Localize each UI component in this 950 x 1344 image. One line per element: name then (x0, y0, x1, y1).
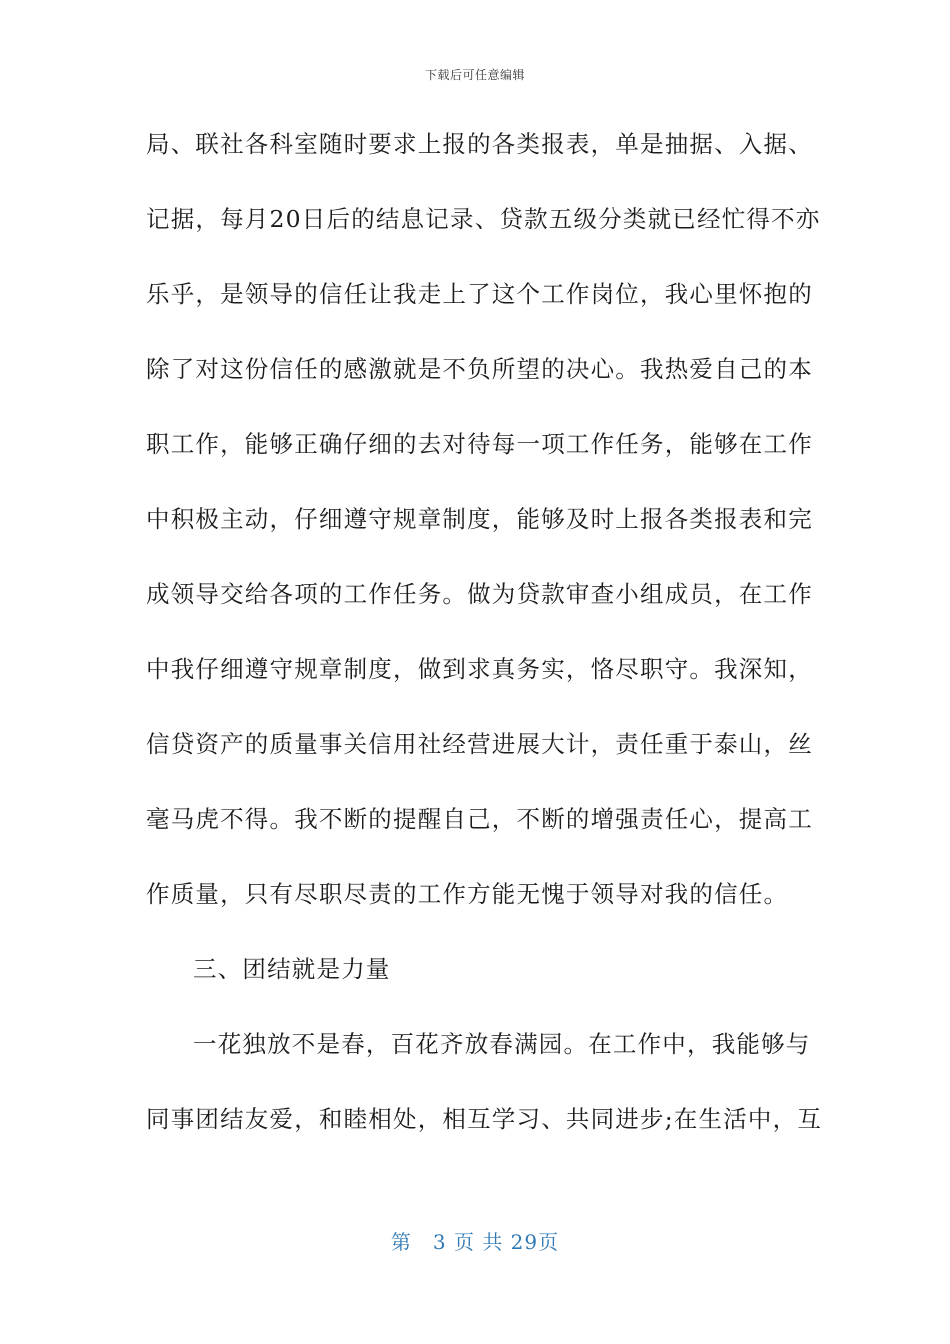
text-line: 职工作，能够正确仔细的去对待每一项工作任务，能够在工作 (146, 430, 813, 458)
text-line: 成领导交给各项的工作任务。做为贷款审查小组成员，在工作 (146, 580, 813, 608)
paragraph-start: 一花独放不是春，百花齐放春满园。在工作中，我能够与 (193, 1030, 811, 1058)
text-line: 记据，每月20日后的结息记录、贷款五级分类就已经忙得不亦 (146, 205, 821, 233)
page-header: 下载后可任意编辑 (424, 68, 525, 82)
text-line: 中我仔细遵守规章制度，做到求真务实，恪尽职守。我深知， (146, 655, 813, 683)
text-line: 毫马虎不得。我不断的提醒自己，不断的增强责任心，提高工 (146, 805, 813, 833)
section-heading: 三、团结就是力量 (193, 955, 391, 983)
text-line: 除了对这份信任的感激就是不负所望的决心。我热爱自己的本 (146, 355, 813, 383)
text-line: 信贷资产的质量事关信用社经营进展大计，责任重于泰山，丝 (146, 730, 813, 758)
text-line: 局、联社各科室随时要求上报的各类报表，单是抽据、入据、 (146, 130, 813, 158)
document-body (146, 123, 823, 1173)
text-line: 同事团结友爱，和睦相处，相互学习、共同进步;在生活中，互 (146, 1105, 823, 1133)
text-line: 作质量，只有尽职尽责的工作方能无愧于领导对我的信任。 (146, 880, 789, 908)
page-number-footer: 第 3 页 共 29页 (390, 1230, 560, 1254)
text-line: 乐乎，是领导的信任让我走上了这个工作岗位，我心里怀抱的 (146, 280, 813, 308)
text-line: 中积极主动，仔细遵守规章制度，能够及时上报各类报表和完 (146, 505, 813, 533)
